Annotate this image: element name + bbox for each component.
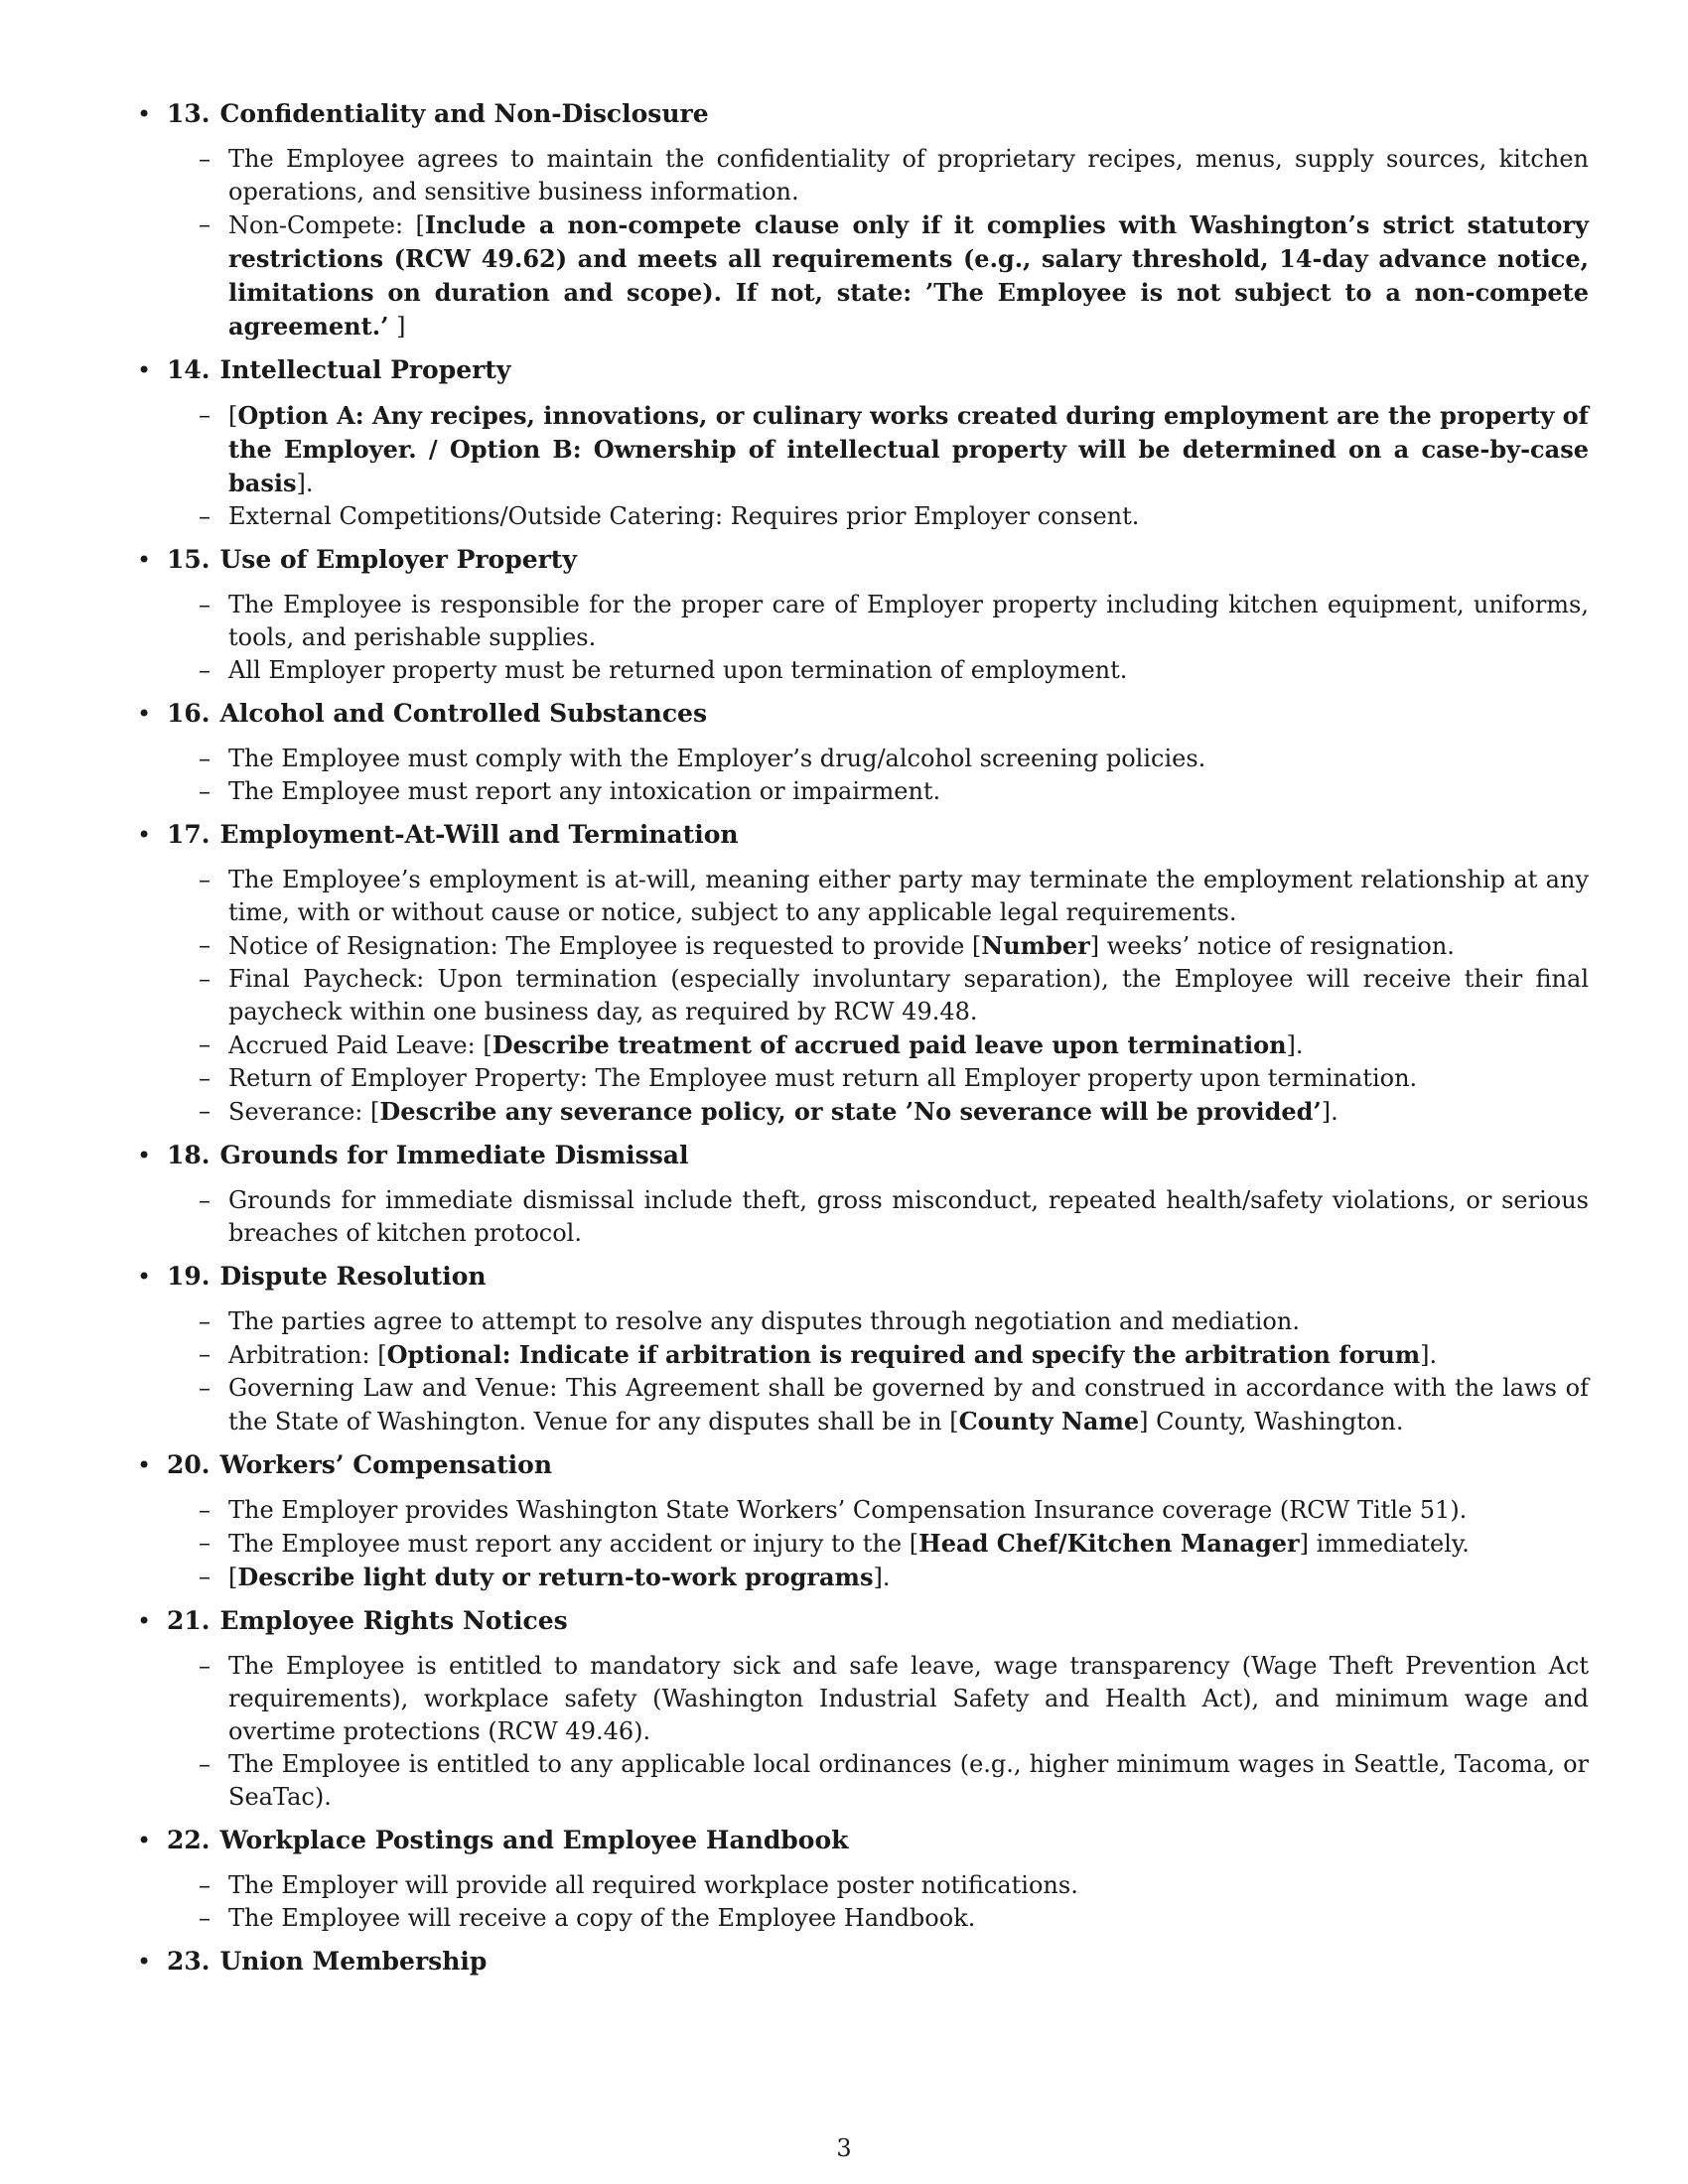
item-text: The Employee is entitled to mandatory sick and safe leave, wage transparency (Wage Theft Prevention Act requirements), workplace safety (Washington Industrial Safety and Health Act), and minimum wage and overtime protections (RCW 49.46). bbox=[228, 1652, 1589, 1745]
item-text: Arbitration: [ bbox=[228, 1341, 387, 1369]
dash-icon: – bbox=[199, 1652, 211, 1680]
section-heading bbox=[167, 1824, 1589, 1857]
section-20 bbox=[131, 1448, 1589, 1594]
section-heading bbox=[167, 1604, 1589, 1638]
section-number: 21. bbox=[167, 1606, 211, 1635]
list-item bbox=[167, 1748, 1589, 1814]
section-items bbox=[167, 1650, 1589, 1814]
list-item bbox=[167, 1305, 1589, 1338]
item-text: Severance: [ bbox=[228, 1098, 380, 1126]
section-title: Use of Employer Property bbox=[219, 545, 577, 574]
placeholder-text: Optional: Indicate if arbitration is required and specify the arbitration forum bbox=[386, 1340, 1421, 1369]
section-22 bbox=[131, 1824, 1589, 1935]
section-number: 13. bbox=[167, 99, 211, 128]
bullet-icon: • bbox=[137, 1827, 152, 1854]
item-text: The Employee is entitled to any applicable local ordinances (e.g., higher minimum wages in Seattle, Tacoma, or SeaTac). bbox=[228, 1750, 1589, 1811]
section-title: Employee Rights Notices bbox=[219, 1606, 568, 1635]
dash-icon: – bbox=[199, 145, 211, 173]
dash-icon: – bbox=[199, 965, 211, 993]
section-17 bbox=[131, 818, 1589, 1129]
dash-icon: – bbox=[199, 866, 211, 893]
list-item bbox=[167, 589, 1589, 654]
section-title: Employment-At-Will and Termination bbox=[219, 820, 739, 849]
bullet-icon: • bbox=[137, 356, 152, 384]
item-text: ]. bbox=[296, 470, 314, 497]
section-title: Intellectual Property bbox=[219, 355, 511, 384]
list-item bbox=[167, 1494, 1589, 1527]
placeholder-text: Describe light duty or return-to-work programs bbox=[237, 1563, 874, 1591]
section-items bbox=[167, 399, 1589, 533]
section-title: Confidentiality and Non-Disclosure bbox=[219, 99, 709, 128]
section-number: 16. bbox=[167, 699, 211, 728]
section-heading bbox=[167, 97, 1589, 131]
item-text: External Competitions/Outside Catering: Requires prior Employer consent. bbox=[228, 502, 1140, 530]
section-heading bbox=[167, 1139, 1589, 1172]
dash-icon: – bbox=[199, 656, 211, 684]
item-text: ] County, Washington. bbox=[1139, 1408, 1404, 1435]
section-number: 23. bbox=[167, 1947, 211, 1976]
section-heading bbox=[167, 1945, 1589, 1979]
section-heading bbox=[167, 1448, 1589, 1482]
list-item bbox=[167, 500, 1589, 533]
section-items bbox=[167, 1494, 1589, 1594]
item-text: Grounds for immediate dismissal include theft, gross misconduct, repeated health/safety violations, or serious breaches of kitchen protocol. bbox=[228, 1186, 1589, 1247]
bullet-icon: • bbox=[137, 1451, 152, 1479]
item-text: [ bbox=[228, 402, 238, 430]
bullet-icon: • bbox=[137, 100, 152, 128]
list-item bbox=[167, 654, 1589, 687]
section-19 bbox=[131, 1260, 1589, 1438]
dash-icon: – bbox=[199, 745, 211, 772]
dash-icon: – bbox=[199, 1871, 211, 1899]
section-number: 20. bbox=[167, 1450, 211, 1479]
section-title: Grounds for Immediate Dismissal bbox=[219, 1141, 689, 1169]
bullet-icon: • bbox=[137, 1263, 152, 1291]
item-text: The Employer will provide all required workplace poster notifications. bbox=[228, 1871, 1078, 1899]
item-text: The Employee must report any intoxication or impairment. bbox=[228, 777, 941, 805]
item-text: Accrued Paid Leave: [ bbox=[228, 1031, 492, 1059]
section-items bbox=[167, 1305, 1589, 1438]
section-heading bbox=[167, 543, 1589, 577]
section-items bbox=[167, 743, 1589, 808]
dash-icon: – bbox=[199, 591, 211, 618]
section-21 bbox=[131, 1604, 1589, 1814]
section-16 bbox=[131, 697, 1589, 808]
list-item bbox=[167, 743, 1589, 775]
item-text: ] bbox=[388, 313, 406, 341]
section-heading bbox=[167, 1260, 1589, 1294]
section-title: Union Membership bbox=[219, 1947, 488, 1976]
dash-icon: – bbox=[199, 1097, 211, 1125]
section-number: 15. bbox=[167, 545, 211, 574]
list-item bbox=[167, 1527, 1589, 1561]
list-item bbox=[167, 1095, 1589, 1129]
item-text: Return of Employer Property: The Employee must return all Employer property upon termination. bbox=[228, 1064, 1418, 1092]
item-text: The parties agree to attempt to resolve any disputes through negotiation and mediation. bbox=[228, 1307, 1300, 1335]
section-15 bbox=[131, 543, 1589, 687]
item-text: The Employee is responsible for the proper care of Employer property including kitchen equipment, uniforms, tools, and perishable supplies. bbox=[228, 591, 1589, 651]
list-item bbox=[167, 1650, 1589, 1748]
placeholder-text: Option A: Any recipes, innovations, or culinary works created during employment are the property of the Employer. / Option B: Ownership of intellectual property will be determined on a case-by-case basis bbox=[228, 401, 1589, 497]
section-18 bbox=[131, 1139, 1589, 1250]
section-heading bbox=[167, 818, 1589, 852]
item-text: ] weeks’ notice of resignation. bbox=[1089, 932, 1455, 960]
item-text: The Employee must report any accident or injury to the [ bbox=[228, 1530, 919, 1558]
dash-icon: – bbox=[199, 931, 211, 959]
item-text: The Employee must comply with the Employer’s drug/alcohol screening policies. bbox=[228, 745, 1206, 772]
bullet-icon: • bbox=[137, 1948, 152, 1976]
list-item bbox=[167, 929, 1589, 963]
section-number: 14. bbox=[167, 355, 211, 384]
section-items bbox=[167, 864, 1589, 1129]
item-text: [ bbox=[228, 1564, 238, 1591]
bullet-icon: • bbox=[137, 700, 152, 728]
dash-icon: – bbox=[199, 1340, 211, 1368]
section-14 bbox=[131, 353, 1589, 533]
page-number: 3 bbox=[836, 2134, 852, 2162]
item-text: All Employer property must be returned upon termination of employment. bbox=[228, 656, 1128, 684]
list-item bbox=[167, 1338, 1589, 1372]
section-23 bbox=[131, 1945, 1589, 1979]
placeholder-text: Describe any severance policy, or state ’No severance will be provided’ bbox=[379, 1097, 1322, 1126]
list-item bbox=[167, 1372, 1589, 1438]
list-item bbox=[167, 775, 1589, 808]
section-title: Dispute Resolution bbox=[219, 1262, 487, 1291]
section-items bbox=[167, 143, 1589, 343]
placeholder-text: Include a non-compete clause only if it complies with Washington’s strict statutory restrictions (RCW 49.62) and meets all requirements (e.g., salary threshold, 14-day advance notice, limitations on duration and scope). If not, state: ’The Employee is not subject to a non-compete agreement.’ bbox=[228, 210, 1589, 341]
bullet-icon: • bbox=[137, 546, 152, 574]
dash-icon: – bbox=[199, 502, 211, 530]
section-number: 22. bbox=[167, 1826, 211, 1854]
bullet-icon: • bbox=[137, 1607, 152, 1635]
placeholder-text: Head Chef/Kitchen Manager bbox=[918, 1529, 1300, 1558]
item-text: The Employee’s employment is at-will, meaning either party may terminate the employment relationship at any time, with or without cause or notice, subject to any applicable legal requirements. bbox=[228, 866, 1589, 926]
section-heading bbox=[167, 697, 1589, 731]
item-text: Governing Law and Venue: This Agreement shall be governed by and construed in accordance with the laws of the State of Washington. Venue for any disputes shall be in [ bbox=[228, 1374, 1589, 1435]
dash-icon: – bbox=[199, 1374, 211, 1402]
section-13 bbox=[131, 97, 1589, 343]
item-text: Notice of Resignation: The Employee is requested to provide [ bbox=[228, 932, 982, 960]
bullet-icon: • bbox=[137, 1142, 152, 1169]
bullet-icon: • bbox=[137, 821, 152, 849]
list-item bbox=[167, 1062, 1589, 1095]
section-title: Workplace Postings and Employee Handbook bbox=[219, 1826, 849, 1854]
list-item bbox=[167, 963, 1589, 1028]
placeholder-text: Number bbox=[981, 931, 1090, 960]
dash-icon: – bbox=[199, 1529, 211, 1557]
item-text: ]. bbox=[1420, 1341, 1438, 1369]
dash-icon: – bbox=[199, 401, 211, 429]
section-items bbox=[167, 589, 1589, 687]
list-item bbox=[167, 399, 1589, 500]
list-item bbox=[167, 1902, 1589, 1935]
dash-icon: – bbox=[199, 1904, 211, 1932]
item-text: Final Paycheck: Upon termination (especially involuntary separation), the Employee will receive their final paycheck within one business day, as required by RCW 49.48. bbox=[228, 965, 1589, 1025]
item-text: The Employer provides Washington State Workers’ Compensation Insurance coverage (RCW Title 51). bbox=[228, 1496, 1468, 1524]
dash-icon: – bbox=[199, 1563, 211, 1590]
list-item bbox=[167, 1869, 1589, 1902]
item-text: ]. bbox=[873, 1564, 891, 1591]
item-text: The Employee will receive a copy of the Employee Handbook. bbox=[228, 1904, 976, 1932]
section-number: 19. bbox=[167, 1262, 211, 1291]
section-number: 17. bbox=[167, 820, 211, 849]
dash-icon: – bbox=[199, 1496, 211, 1524]
item-text: ]. bbox=[1286, 1031, 1304, 1059]
section-title: Alcohol and Controlled Substances bbox=[219, 699, 708, 728]
section-heading bbox=[167, 353, 1589, 387]
section-number: 18. bbox=[167, 1141, 211, 1169]
dash-icon: – bbox=[199, 1030, 211, 1058]
item-text: Non-Compete: [ bbox=[228, 211, 425, 239]
list-item bbox=[167, 1184, 1589, 1250]
list-item bbox=[167, 864, 1589, 929]
dash-icon: – bbox=[199, 210, 211, 238]
placeholder-text: County Name bbox=[958, 1407, 1140, 1435]
item-text: ] immediately. bbox=[1299, 1530, 1470, 1558]
list-item bbox=[167, 1028, 1589, 1062]
dash-icon: – bbox=[199, 777, 211, 805]
list-item bbox=[167, 1561, 1589, 1594]
dash-icon: – bbox=[199, 1307, 211, 1335]
dash-icon: – bbox=[199, 1186, 211, 1214]
document-body bbox=[131, 97, 1589, 1990]
list-item bbox=[167, 143, 1589, 208]
item-text: ]. bbox=[1321, 1098, 1338, 1126]
section-items bbox=[167, 1869, 1589, 1935]
list-item bbox=[167, 208, 1589, 343]
item-text: The Employee agrees to maintain the confidentiality of proprietary recipes, menus, supply sources, kitchen operations, and sensitive business information. bbox=[228, 145, 1589, 205]
section-items bbox=[167, 1184, 1589, 1250]
dash-icon: – bbox=[199, 1064, 211, 1092]
dash-icon: – bbox=[199, 1750, 211, 1778]
placeholder-text: Describe treatment of accrued paid leave upon termination bbox=[492, 1030, 1287, 1059]
section-title: Workers’ Compensation bbox=[219, 1450, 553, 1479]
